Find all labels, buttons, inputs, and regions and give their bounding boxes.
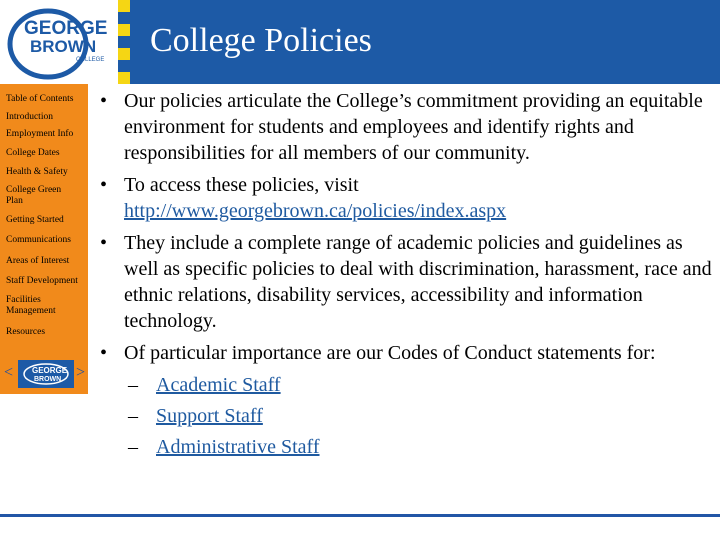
page-title: College Policies xyxy=(150,22,372,59)
sub-list-item xyxy=(98,434,713,460)
mini-logo-line1: GEORGE xyxy=(32,366,68,375)
sidebar-item-table-of-contents[interactable]: Table of Contents xyxy=(6,94,74,104)
policies-link[interactable]: http://www.georgebrown.ca/policies/index.aspx xyxy=(124,200,507,222)
sidebar-item-facilities-management[interactable]: Facilities Management xyxy=(6,295,56,316)
sidebar-item-resources[interactable]: Resources xyxy=(6,327,46,337)
sidebar-item-communications[interactable]: Communications xyxy=(6,235,71,245)
logo-line2: BROWN xyxy=(30,37,97,56)
dash-symbol: – xyxy=(128,436,138,458)
bullet-item xyxy=(98,230,713,334)
george-brown-logo[interactable] xyxy=(0,0,118,84)
academic-staff-link[interactable]: Academic Staff xyxy=(156,374,281,396)
administrative-staff-link[interactable]: Administrative Staff xyxy=(156,436,320,458)
sub-list-item xyxy=(98,372,713,398)
footer-divider xyxy=(0,514,720,517)
bullet-item xyxy=(98,172,713,224)
support-staff-link[interactable]: Support Staff xyxy=(156,405,263,427)
sidebar-item-college-dates[interactable]: College Dates xyxy=(6,148,60,158)
color-stripe xyxy=(118,48,130,60)
color-stripe xyxy=(118,24,130,36)
sidebar-item-college-green-plan[interactable]: College Green Plan xyxy=(6,185,62,206)
logo-line3: COLLEGE xyxy=(76,57,105,63)
color-stripe xyxy=(118,0,130,12)
color-stripe xyxy=(118,72,130,84)
bullet-symbol: • xyxy=(100,90,108,112)
logo-line1: GEORGE xyxy=(24,18,108,39)
bullet-item xyxy=(98,88,713,166)
main-content xyxy=(98,88,713,465)
sidebar-item-areas-of-interest[interactable]: Areas of Interest xyxy=(6,256,70,266)
bullet-item xyxy=(98,340,713,366)
color-stripes xyxy=(118,0,130,84)
sidebar-item-employment-info[interactable]: Employment Info xyxy=(6,129,74,139)
bullet-symbol: • xyxy=(100,342,108,364)
sidebar-item-getting-started[interactable]: Getting Started xyxy=(6,215,64,225)
mini-logo-line2: BROWN xyxy=(34,376,62,383)
bullet-text-codes: Of particular importance are our Codes of Conduct statements for: xyxy=(124,342,656,364)
mini-logo-button[interactable] xyxy=(18,360,74,388)
dash-symbol: – xyxy=(128,405,138,427)
sidebar-nav xyxy=(0,84,88,394)
bullet-text-commitment: Our policies articulate the College’s commitment providing an equitable environment for students and employees and identify rights and responsibilities for all members of our community. xyxy=(124,90,703,164)
header-band xyxy=(0,0,720,84)
sidebar-item-staff-development[interactable]: Staff Development xyxy=(6,276,78,286)
bullet-text-range: They include a complete range of academic policies and guidelines as well as specific policies to deal with discrimination, harassment, race and ethnic relations, disability services, accessibility and information technology. xyxy=(124,232,712,332)
next-arrow[interactable]: > xyxy=(76,364,86,381)
bullet-text-access: To access these policies, visit xyxy=(124,174,359,196)
sidebar-item-introduction[interactable]: Introduction xyxy=(6,112,53,122)
prev-arrow[interactable]: < xyxy=(4,364,14,381)
sidebar-item-health-safety[interactable]: Health & Safety xyxy=(6,167,68,177)
bullet-symbol: • xyxy=(100,174,108,196)
bullet-symbol: • xyxy=(100,232,108,254)
color-stripe xyxy=(118,36,130,48)
color-stripe xyxy=(118,60,130,72)
sub-list-item xyxy=(98,403,713,429)
dash-symbol: – xyxy=(128,374,138,396)
color-stripe xyxy=(118,12,130,24)
